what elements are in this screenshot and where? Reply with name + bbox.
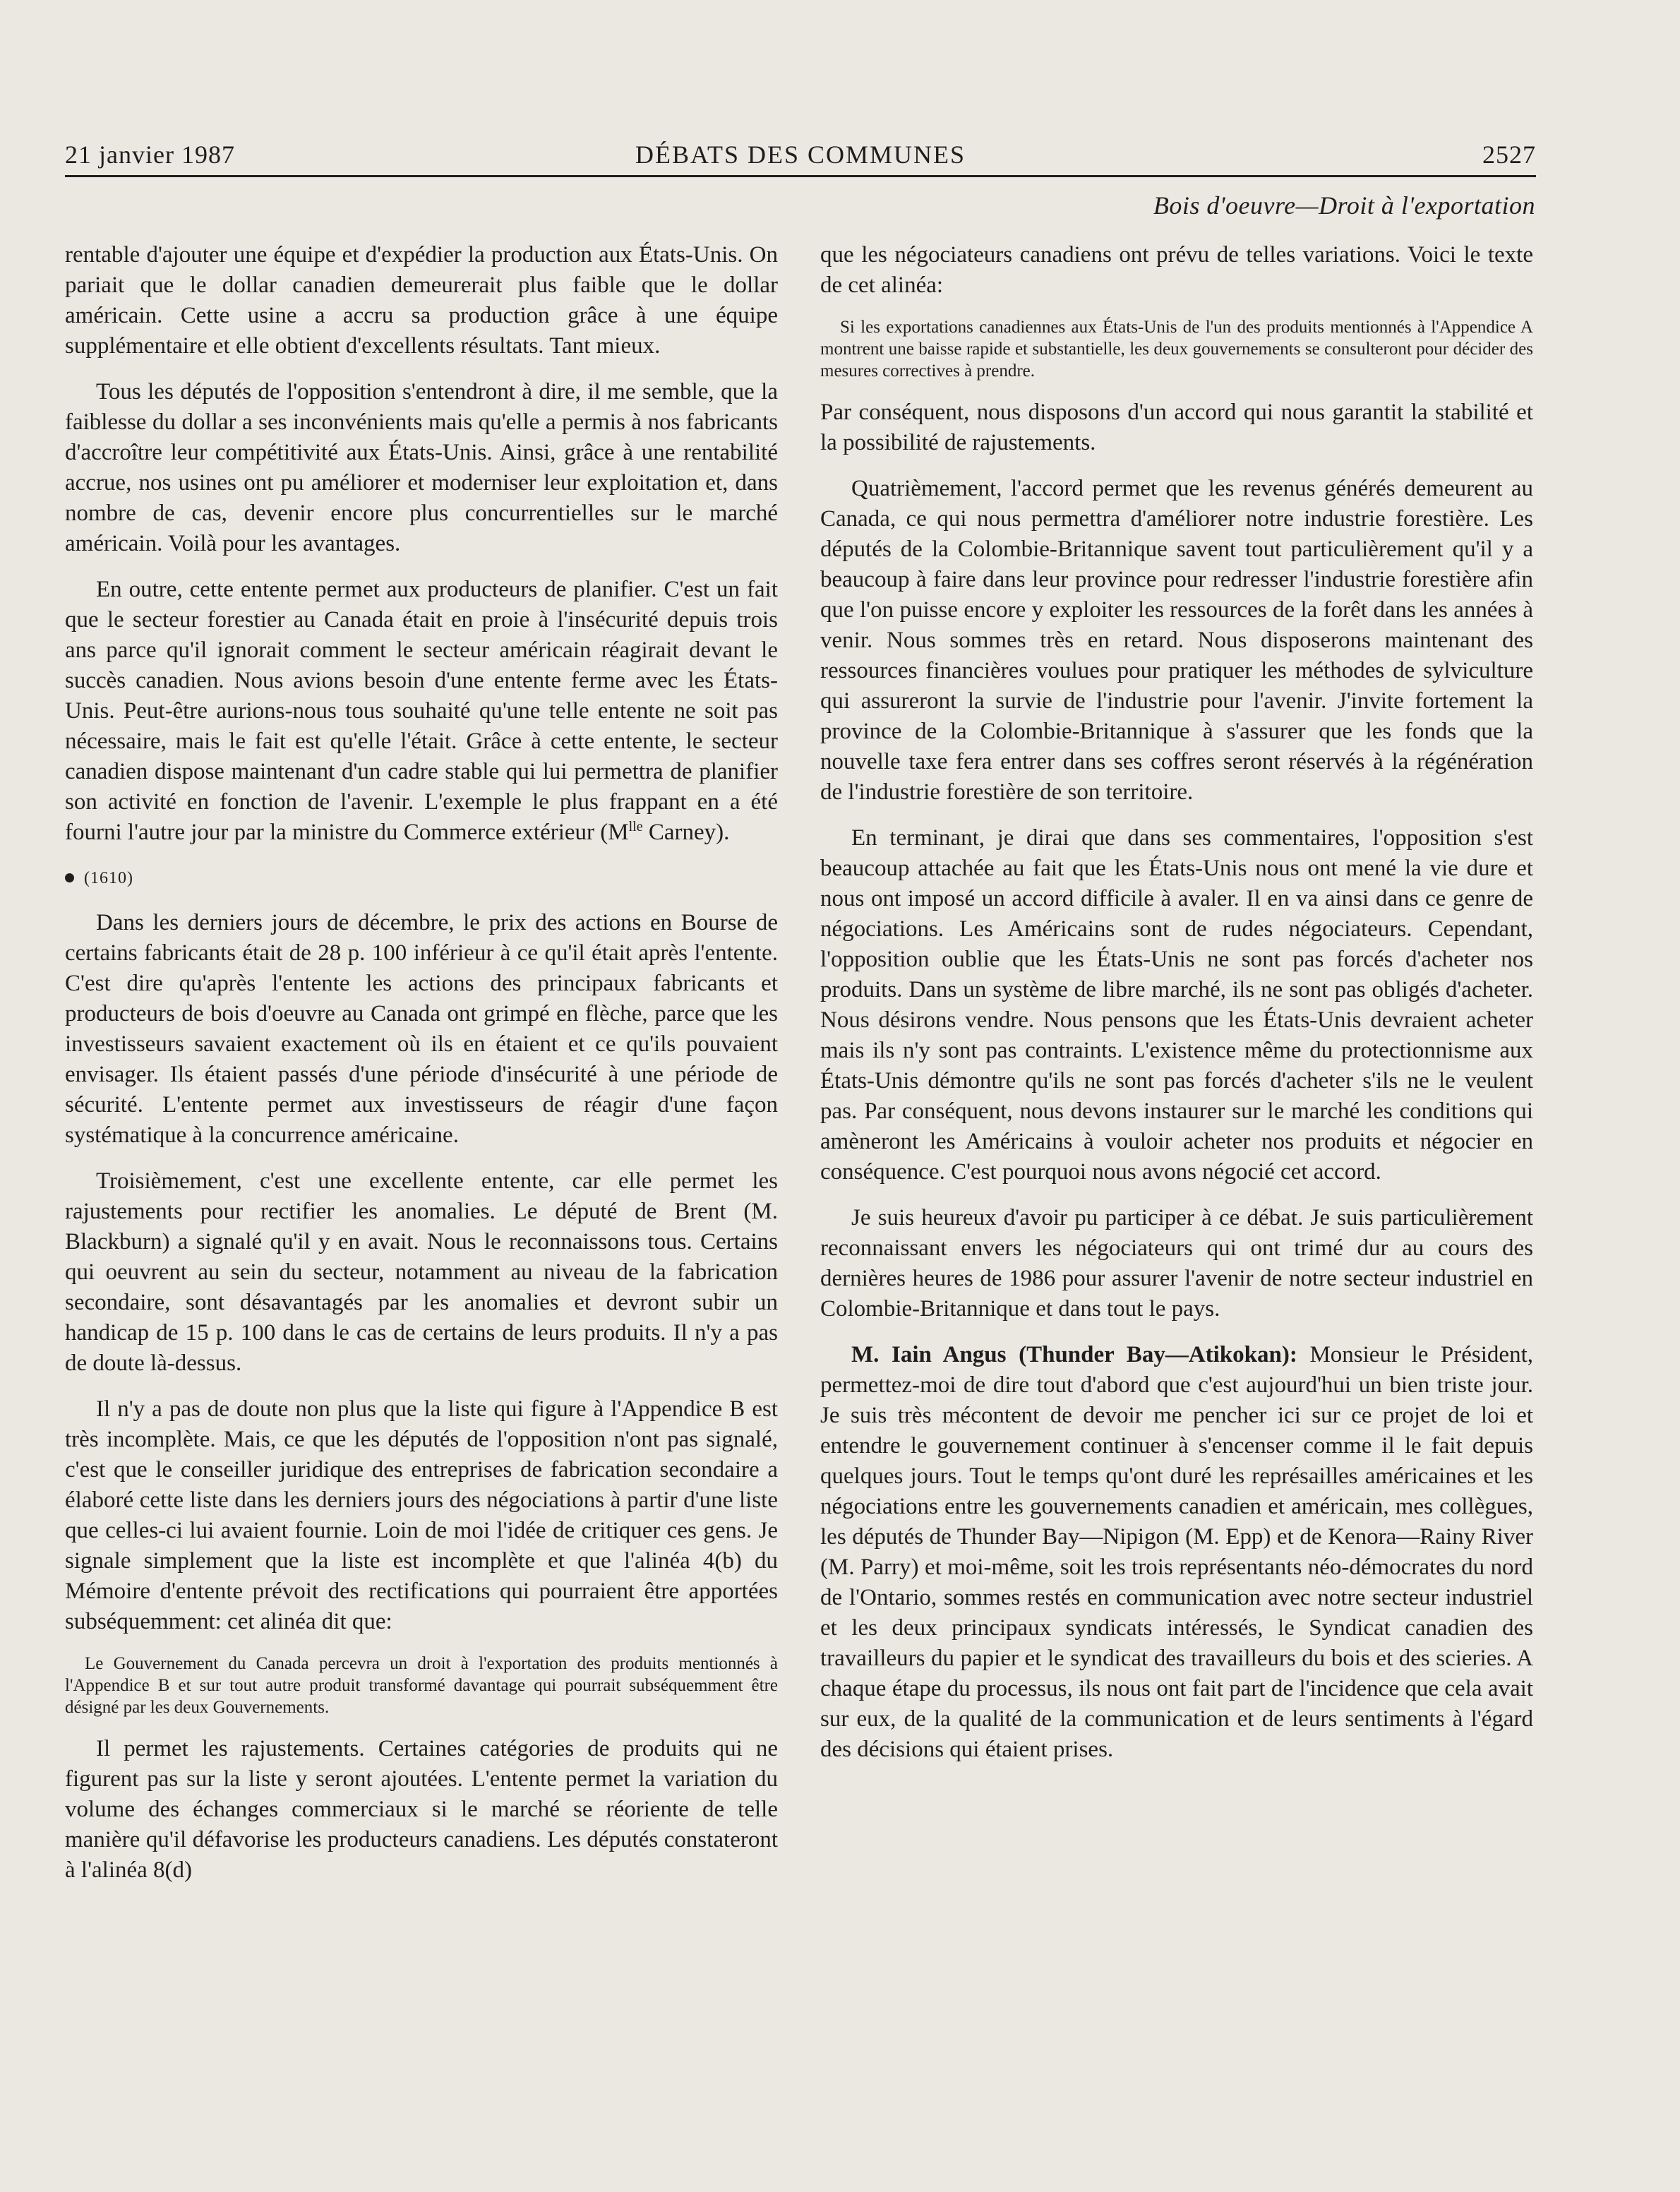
paragraph-text: Carney).: [642, 820, 730, 845]
time-marker-text: (1610): [84, 869, 133, 887]
header-date: 21 janvier 1987: [65, 140, 235, 169]
time-marker: [65, 863, 778, 894]
paragraph: que les négociateurs canadiens ont prévu de telles variations. Voici le texte de cet alinéa:: [820, 242, 1533, 298]
paragraph: Dans les derniers jours de décembre, le prix des actions en Bourse de certains fabricants était de 28 p. 100 inférieur à ce qu'il était après l'entente. C'est dire qu'après l'entente les actions des principaux fabricants et producteurs de bois d'oeuvre au Canada ont grimpé en flèche, parce que les investisseurs savaient exactement où ils en étaient et ce qu'ils pouvaient envisager. Ils étaient passés d'une période d'insécurité à une période de sécurité. L'entente permet aux investisseurs de réagir d'une façon systématique à la concurrence américaine.: [65, 910, 778, 1148]
page-header: [65, 140, 1536, 175]
paragraph-text: Monsieur le Président, permettez-moi de dire tout d'abord que c'est aujourd'hui un bien triste jour. Je suis très mécontent de devoir me pencher ici sur ce projet de loi et entendre le gouvernement continuer à s'encenser comme il le fait depuis quelques jours. Tout le temps qu'ont duré les représailles américaines et les négociations entre les gouvernements canadien et américain, mes collègues, les députés de Thunder Bay—Nipigon (M. Epp) et de Kenora—Rainy River (M. Parry) et moi-même, soit les trois représentants néo-démocrates du nord de l'Ontario, sommes restés en communication avec notre secteur industriel et les deux principaux syndicats intéressés, le Syndicat canadien des travailleurs du papier et le syndicat des travailleurs du bois et des scieries. A chaque étape du processus, ils nous ont fait part de l'incidence que cela avait sur eux, de la qualité de la communication et de leurs sentiments à l'égard des décisions qui étaient prises.: [820, 1342, 1533, 1762]
header-page-number: 2527: [1482, 140, 1536, 169]
block-quote: Le Gouvernement du Canada percevra un droit à l'exportation des produits mentionnés à l'Appendice B et sur tout autre produit transformé davantage qui pourrait subséquemment être désigné par les deux Gouvernements.: [65, 1654, 778, 1717]
block-quote: Si les exportations canadiennes aux États-Unis de l'un des produits mentionnés à l'Appendice A montrent une baisse rapide et substantielle, les deux gouvernements se consulteront pour décider des mesures correctives à prendre.: [820, 318, 1533, 381]
right-column: [820, 240, 1533, 1780]
paragraph: Il n'y a pas de doute non plus que la liste qui figure à l'Appendice B est très incomplète. Mais, ce que les députés de l'opposition n'ont pas signalé, c'est que le conseiller juridique des entreprises de fabrication secondaire a élaboré cette liste dans les derniers jours des négociations à partir d'une liste que celles-ci lui avaient fournie. Loin de moi l'idée de critiquer ces gens. Je signale simplement que la liste est incomplète et que l'alinéa 4(b) du Mémoire d'entente prévoit des rectifications qui pourraient être apportées subséquemment: cet alinéa dit que:: [65, 1396, 778, 1634]
paragraph: En terminant, je dirai que dans ses commentaires, l'opposition s'est beaucoup attachée au fait que les États-Unis nous ont mené la vie dure et nous ont imposé un accord difficile à avaler. Il en va ainsi dans ce genre de négociations. Les Américains sont de rudes négociateurs. Cependant, l'opposition oublie que les États-Unis ne sont pas forcés d'acheter nos produits. Dans un système de libre marché, ils ne sont pas obligés d'acheter. Nous désirons vendre. Nous pensons que les États-Unis devraient acheter mais ils n'y sont pas contraints. L'existence même du protectionnisme aux États-Unis démontre qu'ils ne sont pas forcés d'acheter s'ils ne le veulent pas. Par conséquent, nous devons instaurer sur le marché les conditions qui amèneront les Américains à vouloir acheter nos produits et négocier en conséquence. C'est pourquoi nous avons négocié cet accord.: [820, 825, 1533, 1185]
paragraph: rentable d'ajouter une équipe et d'expédier la production aux États-Unis. On pariait que le dollar canadien demeurerait plus faible que le dollar américain. Cette usine a accru sa production grâce à une équipe supplémentaire et elle obtient d'excellents résultats. Tant mieux.: [65, 242, 778, 359]
paragraph: [65, 575, 778, 848]
paragraph: [820, 1340, 1533, 1765]
paragraph: Par conséquent, nous disposons d'un accord qui nous garantit la stabilité et la possibilité de rajustements.: [820, 400, 1533, 455]
header-rule: [65, 175, 1536, 177]
header-title: DÉBATS DES COMMUNES: [635, 140, 966, 169]
bullet-icon: [65, 873, 74, 882]
left-column: [65, 240, 778, 1901]
paragraph: Tous les députés de l'opposition s'entendront à dire, il me semble, que la faiblesse du dollar a ses inconvénients mais qu'elle a permis à nos fabricants d'accroître leur compétitivité aux États-Unis. Ainsi, grâce à une rentabilité accrue, nos usines ont pu améliorer et moderniser leur exploitation et, dans nombre de cas, devenir encore plus concurrentielles sur le marché américain. Voilà pour les avantages.: [65, 379, 778, 556]
paragraph: Troisièmement, c'est une excellente entente, car elle permet les rajustements pour rectifier les anomalies. Le député de Brent (M. Blackburn) a signalé qu'il y en avait. Nous le reconnaissons tous. Certains qui oeuvrent au sein du secteur, notamment au niveau de la fabrication secondaire, sont désavantagés par les anomalies et devront subir un handicap de 15 p. 100 dans le cas de certains de leurs produits. Il n'y a pas de doute là-dessus.: [65, 1168, 778, 1376]
speaker-name: M. Iain Angus (Thunder Bay—Atikokan):: [851, 1342, 1297, 1367]
paragraph: Il permet les rajustements. Certaines catégories de produits qui ne figurent pas sur la liste y seront ajoutées. L'entente permet la variation du volume des échanges commerciaux si le marché se réoriente de telle manière qu'il défavorise les producteurs canadiens. Les députés constateront à l'alinéa 8(d): [65, 1736, 778, 1883]
running-head: Bois d'oeuvre—Droit à l'exportation: [1153, 191, 1535, 220]
superscript: lle: [628, 819, 643, 834]
paragraph: Je suis heureux d'avoir pu participer à ce débat. Je suis particulièrement reconnaissant envers les négociateurs qui ont trimé dur au cours des dernières heures de 1986 pour assurer l'avenir de notre secteur industriel en Colombie-Britannique et dans tout le pays.: [820, 1205, 1533, 1322]
paragraph: Quatrièmement, l'accord permet que les revenus générés demeurent au Canada, ce qui nous permettra d'améliorer notre industrie forestière. Les députés de la Colombie-Britannique savent tout particulièrement qu'il y a beaucoup à faire dans leur province pour redresser l'industrie forestière afin que l'on puisse encore y exploiter les ressources de la forêt dans les années à venir. Nous sommes très en retard. Nous disposerons maintenant des ressources financières voulues pour pratiquer les méthodes de sylviculture qui assureront la survie de l'industrie pour l'avenir. J'invite fortement la province de la Colombie-Britannique à s'assurer que les fonds que la nouvelle taxe fera entrer dans ses coffres seront réservés à la régénération de l'industrie forestière de son territoire.: [820, 476, 1533, 805]
paragraph-text: En outre, cette entente permet aux producteurs de planifier. C'est un fait que le secteur forestier au Canada était en proie à l'insécurité depuis trois ans parce qu'il ignorait comment le secteur américain réagirait devant le succès canadien. Nous avions besoin d'une entente ferme avec les États-Unis. Peut-être aurions-nous tous souhaité qu'une telle entente ne soit pas nécessaire, mais le fait est qu'elle l'était. Grâce à cette entente, le secteur canadien dispose maintenant d'un cadre stable qui lui permettra de planifier son activité en fonction de l'avenir. L'exemple le plus frappant en a été fourni l'autre jour par la ministre du Commerce extérieur (M: [65, 577, 778, 845]
